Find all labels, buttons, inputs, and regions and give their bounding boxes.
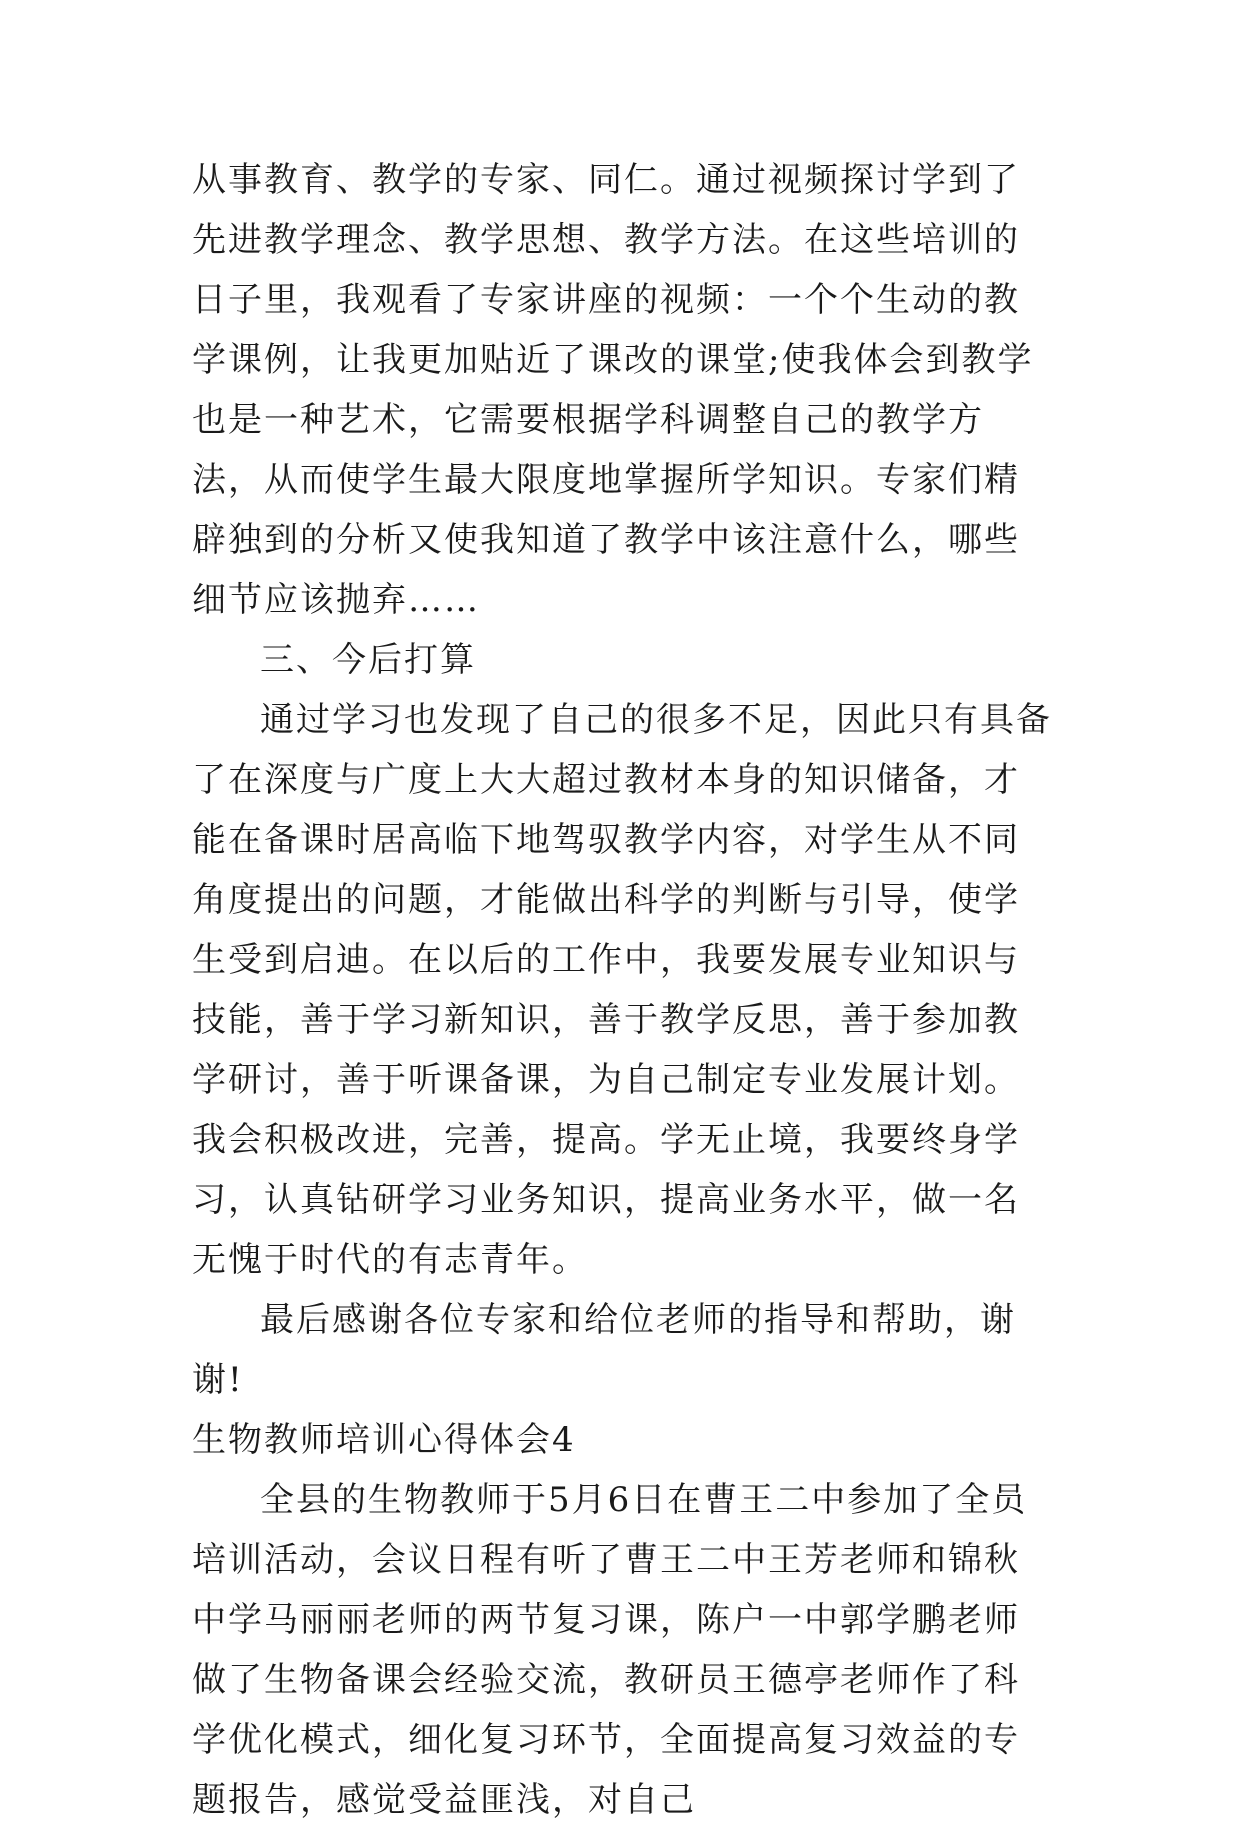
paragraph-thanks: 最后感谢各位专家和给位老师的指导和帮助，谢谢! bbox=[192, 1300, 1016, 1400]
paragraph-training-activity: 全县的生物教师于5月6日在曹王二中参加了全员培训活动，会议日程有听了曹王二中王芳老师和锦秋中学马丽丽老师的两节复习课，陈户一中郭学鹏老师做了生物备课会经验交流，教研员王德亭老师作了科学优化模式，细化复习环节，全面提高复习效益的专题报告，感觉受益匪浅，对自己 bbox=[192, 1480, 1028, 1820]
paragraph-self-reflection: 通过学习也发现了自己的很多不足，因此只有具备了在深度与广度上大大超过教材本身的知识储备，才能在备课时居高临下地驾驭教学内容，对学生从不同角度提出的问题，才能做出科学的判断与引导，使学生受到启迪。在以后的工作中，我要发展专业知识与技能，善于学习新知识，善于教学反思，善于参加教学研讨，善于听课备课，为自己制定专业发展计划。我会积极改进，完善，提高。学无止境，我要终身学习，认真钻研学习业务知识，提高业务水平，做一名无愧于时代的有志青年。 bbox=[192, 700, 1052, 1280]
paragraph-continuation: 从事教育、教学的专家、同仁。通过视频探讨学到了先进教学理念、教学思想、教学方法。在这些培训的日子里，我观看了专家讲座的视频：一个个生动的教学课例，让我更加贴近了课改的课堂;使我体会到教学也是一种艺术，它需要根据学科调整自己的教学方法，从而使学生最大限度地掌握所学知识。专家们精辟独到的分析又使我知道了教学中该注意什么，哪些细节应该抛弃…… bbox=[192, 160, 1034, 620]
section-heading-plans: 三、今后打算 bbox=[260, 640, 476, 680]
document-page bbox=[192, 150, 1052, 1830]
article-title: 生物教师培训心得体会4 bbox=[192, 1420, 576, 1460]
